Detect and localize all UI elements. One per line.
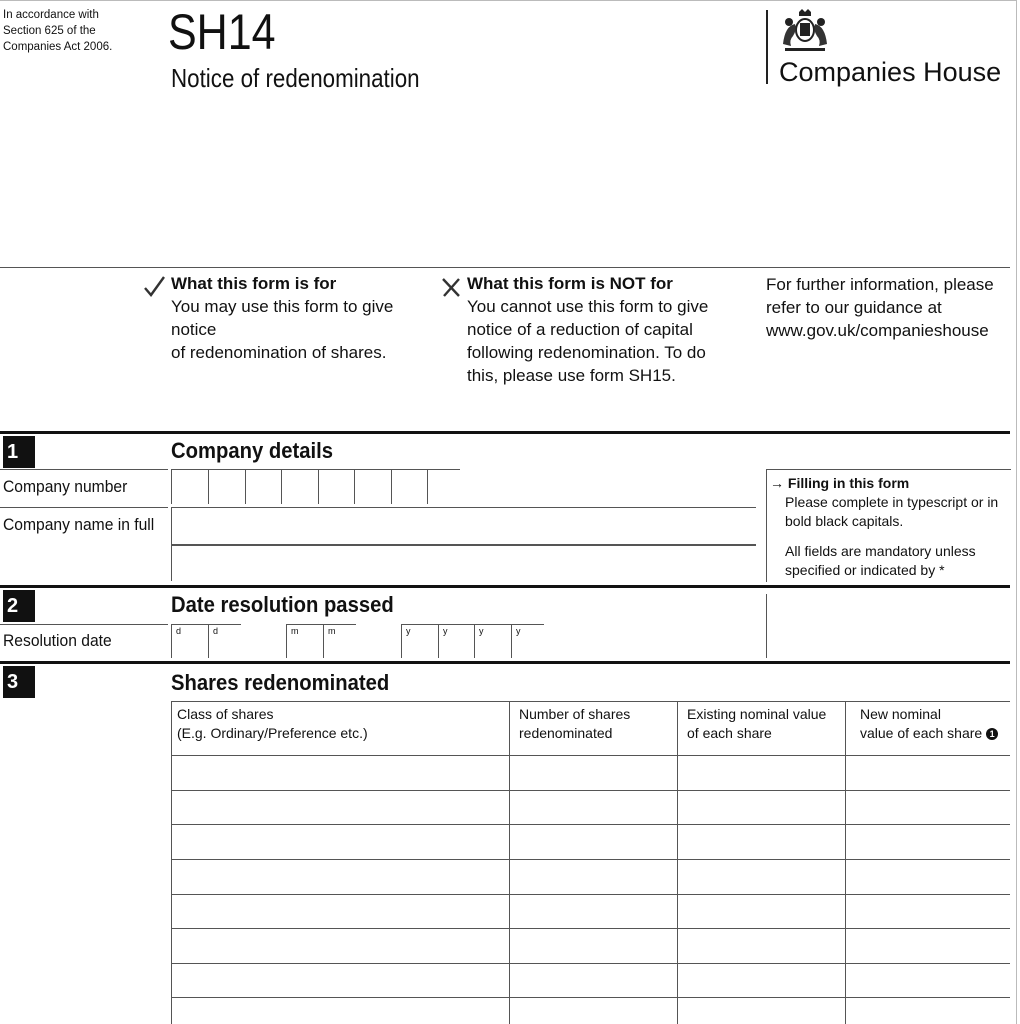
class-of-shares-cell[interactable] (171, 894, 509, 928)
number-of-shares-cell[interactable] (509, 755, 677, 790)
class-of-shares-cell[interactable] (171, 963, 509, 997)
further-information: For further information, please refer to our guidance at www.gov.uk/companieshouse (766, 273, 1016, 342)
column-header-number-of-shares: Number of shares redenominated (509, 701, 677, 755)
new-nominal-value-cell[interactable] (845, 963, 1010, 997)
form-purpose: What this form is for You may use this form to give notice of redenomination of shares. (171, 273, 441, 364)
form-title: Notice of redenomination (171, 63, 420, 93)
number-of-shares-cell[interactable] (509, 997, 677, 1024)
column-header-existing-nominal-value: Existing nominal value of each share (677, 701, 845, 755)
form-not-purpose-heading: What this form is NOT for (467, 274, 673, 293)
section-2-number: 2 (3, 590, 35, 622)
company-name-label-rule (0, 507, 168, 508)
number-of-shares-cell[interactable] (509, 859, 677, 894)
existing-nominal-value-cell[interactable] (677, 859, 845, 894)
number-of-shares-cell[interactable] (509, 824, 677, 859)
new-nominal-value-cell[interactable] (845, 824, 1010, 859)
new-nominal-value-cell[interactable] (845, 790, 1010, 824)
new-nominal-value-cell[interactable] (845, 859, 1010, 894)
company-name-label: Company name in full (3, 515, 155, 534)
company-number-box[interactable] (354, 469, 391, 504)
year-digit-box[interactable]: y (438, 624, 474, 658)
day-digit-box[interactable]: d (171, 624, 208, 658)
form-not-purpose: What this form is NOT for You cannot use this form to give notice of a reduction of capital following redenomination. To do this, please use form SH15. (467, 273, 757, 387)
new-nominal-value-cell[interactable] (845, 894, 1010, 928)
company-number-box[interactable] (171, 469, 208, 504)
year-digit-box[interactable]: y (474, 624, 511, 658)
section-2-rule (0, 585, 1010, 588)
section-1-number: 1 (3, 436, 35, 468)
number-of-shares-cell[interactable] (509, 790, 677, 824)
class-of-shares-cell[interactable] (171, 997, 509, 1024)
company-name-field-line-1[interactable] (171, 507, 756, 545)
class-of-shares-cell[interactable] (171, 928, 509, 963)
existing-nominal-value-cell[interactable] (677, 997, 845, 1024)
section-3-title: Shares redenominated (171, 670, 390, 695)
company-number-box[interactable] (391, 469, 427, 504)
company-number-box[interactable] (427, 469, 460, 504)
legal-reference: In accordance with Section 625 of the Companies Act 2006. (3, 9, 113, 53)
company-number-box[interactable] (281, 469, 318, 504)
existing-nominal-value-cell[interactable] (677, 963, 845, 997)
header-rule (0, 267, 1010, 268)
section-1-rule (0, 431, 1010, 434)
section-2-label-rule (0, 624, 168, 625)
company-number-box[interactable] (318, 469, 354, 504)
existing-nominal-value-cell[interactable] (677, 894, 845, 928)
section-3-rule (0, 661, 1010, 664)
new-nominal-value-cell[interactable] (845, 755, 1010, 790)
number-of-shares-cell[interactable] (509, 928, 677, 963)
number-of-shares-cell[interactable] (509, 963, 677, 997)
number-of-shares-cell[interactable] (509, 894, 677, 928)
logo-divider (766, 10, 768, 84)
section-1-label-rule (0, 469, 168, 470)
existing-nominal-value-cell[interactable] (677, 755, 845, 790)
form-code: SH14 (168, 4, 276, 60)
section-2-title: Date resolution passed (171, 592, 394, 617)
month-digit-box[interactable]: m (323, 624, 356, 658)
column-header-new-nominal-value: New nominal value of each share 1 (845, 701, 1010, 755)
new-nominal-value-cell[interactable] (845, 928, 1010, 963)
section-1-title: Company details (171, 438, 333, 463)
company-number-box[interactable] (208, 469, 245, 504)
year-digit-box[interactable]: y (511, 624, 544, 658)
new-nominal-value-cell[interactable] (845, 997, 1010, 1024)
company-number-box[interactable] (245, 469, 281, 504)
royal-crest-icon (779, 8, 831, 54)
year-digit-box[interactable]: y (401, 624, 438, 658)
cross-icon (440, 276, 462, 298)
note-1-icon: 1 (986, 728, 998, 740)
section-3-number: 3 (3, 666, 35, 698)
existing-nominal-value-cell[interactable] (677, 790, 845, 824)
section-2-side-divider (766, 594, 767, 658)
column-header-class-of-shares: Class of shares (E.g. Ordinary/Preference etc.) (171, 701, 509, 755)
filling-guidance: → Filling in this form Please complete in typescript or in bold black capitals. All fields are mandatory unless specified or indicated by * (770, 475, 999, 578)
existing-nominal-value-cell[interactable] (677, 824, 845, 859)
issuer-name: Companies House (779, 57, 1002, 87)
company-number-label: Company number (3, 477, 128, 496)
tick-icon (142, 274, 166, 298)
arrow-right-icon: → (770, 475, 788, 491)
company-name-field-line-2[interactable] (171, 545, 756, 581)
class-of-shares-cell[interactable] (171, 790, 509, 824)
month-digit-box[interactable]: m (286, 624, 323, 658)
class-of-shares-cell[interactable] (171, 755, 509, 790)
class-of-shares-cell[interactable] (171, 824, 509, 859)
form-purpose-heading: What this form is for (171, 274, 337, 293)
day-digit-box[interactable]: d (208, 624, 241, 658)
resolution-date-label: Resolution date (3, 631, 112, 650)
guidance-link[interactable]: www.gov.uk/companieshouse (766, 321, 989, 340)
existing-nominal-value-cell[interactable] (677, 928, 845, 963)
class-of-shares-cell[interactable] (171, 859, 509, 894)
